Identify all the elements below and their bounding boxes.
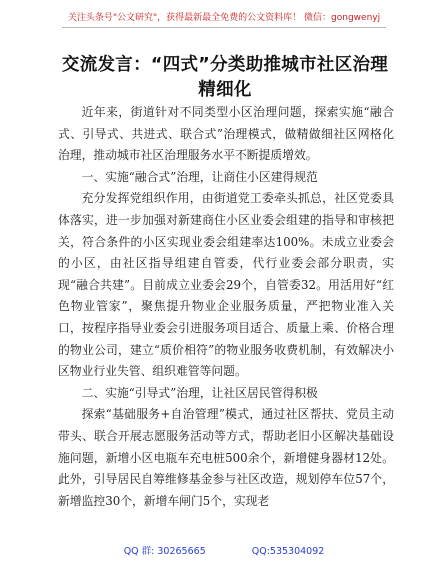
document-body — [58, 102, 394, 512]
paragraph-intro: 近年来，街道针对不同类型小区治理问题，探索实施“融合式、引导式、共进式、联合式”治理模式，做精做细社区网格化治理，推动城市社区治理服务水平不断提质增效。 — [58, 105, 394, 163]
header-banner: 关注头条号"公文研究"，获得最新最全免费的公文资料库！ 微信：gongwenyj — [62, 10, 386, 28]
paragraph-section-1: 充分发挥党组织作用，由街道党工委牵头抓总，社区党委具体落实，进一步加强对新建商住小区业委会组建的指导和审核把关，符合条件的小区实现业委会组建率达100%。未成立业委会的小区，由社区指导组建自管委，代行业委会部分职责，实现“融合共建”。目前成立业委会29个，自管委32。用活用好“红色物业管家”，聚焦提升物业企业服务质量，严把物业准入关口，按程序指导业委会引进服务项目适合、质量上乘、价格合理的物业公司，建立“质价相符”的物业服务收费机制，有效解决小区物业行业失管、组织难管等问题。 — [58, 191, 394, 379]
section-heading-1: 一、实施“融合式”治理，让商住小区建得规范 — [81, 169, 318, 184]
footer-contact — [0, 543, 448, 557]
document-title: 交流发言：“四式”分类助推城市社区治理精细化 — [61, 55, 389, 100]
paragraph-section-2: 探索“基础服务+自治管理”模式，通过社区帮扶、党员主动带头、联合开展志愿服务活动等方式，帮助老旧小区解决基础设施问题，新增小区电瓶车充电桩500余个，新增健身器材12处。此外，引导居民自筹维修基金参与社区改造，规划停车位57个，新增监控30个，新增车闸门5个，实现老 — [58, 407, 394, 508]
section-heading-2: 二、实施“引导式”治理，让社区居民管得积极 — [81, 385, 318, 400]
footer-qq-group: QQ 群: 30265665 — [123, 546, 206, 557]
footer-qq: QQ:535304092 — [251, 546, 325, 557]
